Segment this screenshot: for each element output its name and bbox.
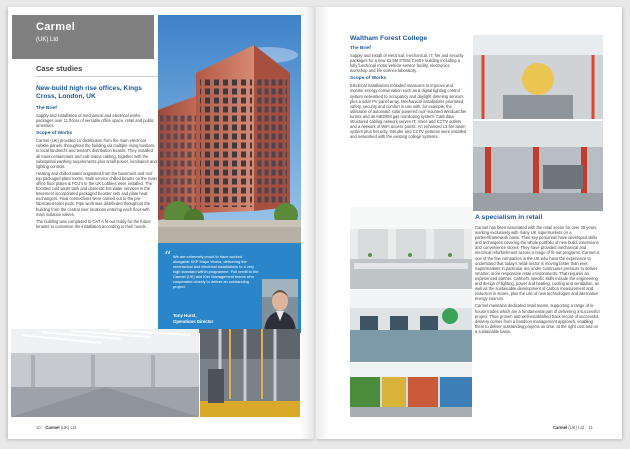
page-number: 11	[588, 425, 593, 430]
college-title: Waltham Forest College	[350, 35, 428, 42]
retail-paragraph: Carmel maintains dedicated retail teams, supporting a range of in-house trades which are a fundamental part of delivering a successful project. Their proven and well-established track record of successful delivery comes from a handson management approach, enabling them to deliver outstanding projects on time, at the right cost and on a sustainable basis.	[475, 303, 600, 334]
footer-brand-sub: (UK) Ltd	[60, 425, 77, 430]
brief-heading: The Brief	[350, 46, 371, 51]
quote-mark-icon: “	[164, 249, 172, 265]
retail-title: A specialism in retail	[475, 214, 543, 221]
testimonial-text: We are extremely proud to have worked alongside KKP Major Works, delivering the mechanical and electrical installations to a very high standard within programme. Full credit to the Carmel (UK) and Kier Management teams who cooperated closely to deliver an outstanding project.	[173, 254, 259, 289]
testimonial-role: Operations Director	[173, 319, 214, 324]
page-number: 10	[36, 425, 41, 430]
footer-right	[553, 425, 593, 430]
retail-paragraph: Carmel has been associated with the retail sector for over 30 years, working exclusively with many UK supermarkets on a partner/framework basis. Their key personnel have developed skills and techniques covering the whole portfolio of new build, extensions and convenience stores. They have provided mechanical and electrical refurbishment across a range of fit-out programs. Carmel is one of the few companies in the UK who have the experience to understand that today's retail sector is moving faster than ever. Supermarkets in particular are under continuous pressure to deliver smarter, more responsive retail environments. That requires an experienced partner. Carmel's specific skills include the engineering and design of lighting, power and heating, cooling and ventilation, as well as the sustainable development of carbon measurement and reduction in stores, plus the use of new technologies and alternative energy sources.	[475, 225, 600, 302]
left-page	[8, 7, 315, 439]
scope-paragraph: The building was completed to CAT A fit-out ready for the future tenants to customise the installation according to their needs.	[36, 218, 151, 229]
electronics-lab-photo	[350, 290, 472, 362]
portrait-photo	[262, 279, 298, 331]
retail-text	[475, 225, 600, 334]
building-photo	[158, 15, 301, 243]
brief-text: Supply and install of electrical, mechanical, IT, fire and security packages for a new £2.5M STEM Centre building including a fully functional motor vehicle service facility, electronics workshop and life science laboratory.	[350, 53, 464, 74]
footer-brand-sub: (UK) Ltd	[568, 425, 584, 430]
footer-brand: Carmel	[45, 425, 60, 430]
scope-text	[36, 138, 158, 229]
scope-paragraph: Heating and chilled water originated from the basement and roof top packaged plant rooms. Multi service chilled beams on the main office floor plates & FCU's in the UK Lobbies were installed. The boosted cold water tank and domestic hot water services in the basement incorporated packaged booster sets and plate heat exchangers. Final connections were carried out to the pre-fabricated toilet pods. Pipe work was distributed throughout the building from the central riser locations entering each floor with main isolation valves.	[36, 170, 157, 217]
testimonial-name: Tony Hurst,	[173, 313, 197, 318]
section-heading: Case studies	[36, 64, 158, 77]
scope-heading: Scope of Works	[350, 76, 387, 82]
retail-store-photo	[350, 363, 472, 417]
brief-text: Supply and installation of mechanical and electrical works packages over 11 floors of versatile office space, retail and public amenities.	[36, 113, 154, 129]
brochure-spread	[8, 7, 622, 439]
right-page	[315, 7, 622, 439]
retail-section	[475, 214, 600, 336]
brand-name: Carmel	[36, 21, 76, 33]
office-interior-photo	[11, 329, 199, 417]
testimonial-box	[158, 243, 301, 333]
footer-brand: Carmel	[553, 425, 568, 430]
project-title: New-build high rise offices, Kings Cross, London, UK	[36, 85, 142, 100]
footer-left	[36, 425, 76, 430]
brief-heading: The Brief	[36, 106, 57, 111]
plant-room-photo	[200, 329, 300, 417]
college-case-study	[350, 35, 467, 141]
brand-header-band	[12, 15, 154, 59]
workshop-photo	[473, 35, 603, 119]
scope-paragraph: Carmel (UK) provided LV distribution from the main electrical cubicle panels, throughout the building via multiple rising busbars, to local landlord's and tenant's distribution boards. They installed all main containment and sub-mains cabling, together with the substantial earthing requirements plus small power, luminaires and lighting controls.	[36, 138, 157, 169]
brand-sub: (UK) Ltd	[36, 37, 59, 43]
scope-text: Electrical installations included measures to improve and monitor energy conservation such as a digital lighting control system networked to occupancy and daylight dimming sensors plus a solar PV panel array. Mechanical installations prioritised safety, security and comfort in use with, for example, the utilisation of automatic solar powered roof mounted Windcatcher turrets and an MEDEM gas monitoring system. Cat6 data structured cabling network serves IT, Voice and CCTV outlets and a network of WiFi access points. An enhanced L3 fire alarm system plus Security, Intruder and CCTV systems were installed and networked with the existing college systems.	[350, 83, 467, 140]
case-study-column	[36, 64, 158, 231]
scope-heading: Scope of Works	[36, 131, 73, 137]
laboratory-photo	[350, 207, 472, 289]
garage-photo	[473, 121, 603, 211]
